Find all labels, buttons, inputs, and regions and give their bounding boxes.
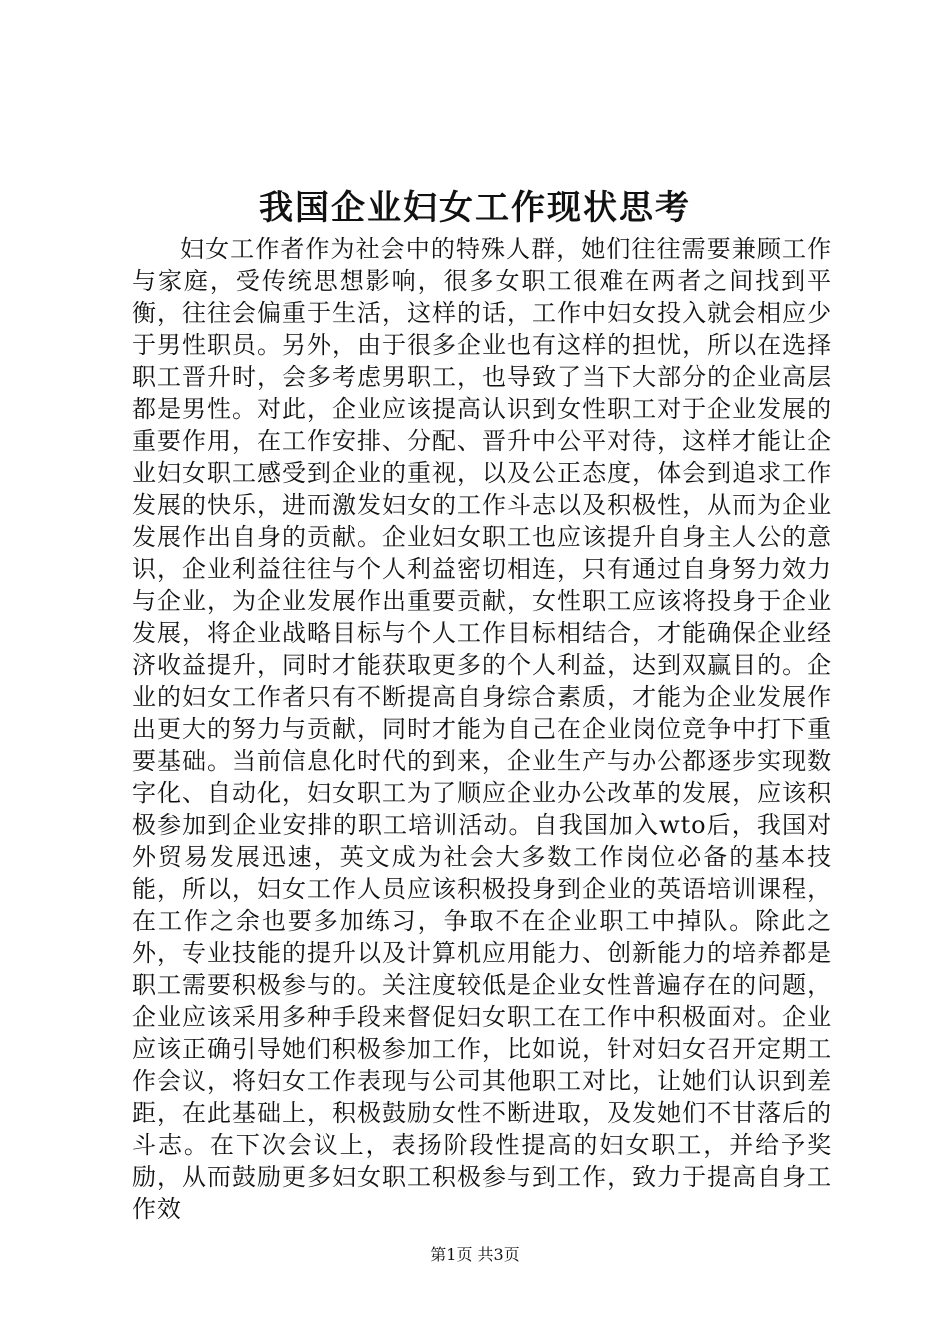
page-number-footer: 第1页 共3页 [430,1245,520,1264]
document-body-paragraph: 妇女工作者作为社会中的特殊人群，她们往往需要兼顾工作与家庭，受传统思想影响，很多女职工很难在两者之间找到平衡，往往会偏重于生活，这样的话，工作中妇女投入就会相应少于男性职员。另外，由于很多企业也有这样的担忧，所以在选择职工晋升时，会多考虑男职工，也导致了当下大部分的企业高层都是男性。对此，企业应该提高认识到女性职工对于企业发展的重要作用，在工作安排、分配、晋升中公平对待，这样才能让企业妇女职工感受到企业的重视，以及公正态度，体会到追求工作发展的快乐，进而激发妇女的工作斗志以及积极性，从而为企业发展作出自身的贡献。企业妇女职工也应该提升自身主人公的意识，企业利益往往与个人利益密切相连，只有通过自身努力效力与企业，为企业发展作出重要贡献，女性职工应该将投身于企业发展，将企业战略目标与个人工作目标相结合，才能确保企业经济收益提升，同时才能获取更多的个人利益，达到双赢目的。企业的妇女工作者只有不断提高自身综合素质，才能为企业发展作出更大的努力与贡献，同时才能为自己在企业岗位竞争中打下重要基础。当前信息化时代的到来，企业生产与办公都逐步实现数字化、自动化，妇女职工为了顺应企业办公改革的发展，应该积极参加到企业安排的职工培训活动。自我国加入wto后，我国对外贸易发展迅速，英文成为社会大多数工作岗位必备的基本技能，所以，妇女工作人员应该积极投身到企业的英语培训课程，在工作之余也要多加练习，争取不在企业职工中掉队。除此之外，专业技能的提升以及计算机应用能力、创新能力的培养都是职工需要积极参与的。关注度较低是企业女性普遍存在的问题，企业应该采用多种手段来督促妇女职工在工作中积极面对。企业应该正确引导她们积极参加工作，比如说，针对妇女召开定期工作会议，将妇女工作表现与公司其他职工对比，让她们认识到差距，在此基础上，积极鼓励女性不断进取，及发她们不甘落后的斗志。在下次会议上，表扬阶段性提高的妇女职工，并给予奖励，从而鼓励更多妇女职工积极参与到工作，致力于提高自身工作效 [132,235,832,1223]
document-title: 我国企业妇女工作现状思考 [259,188,691,228]
